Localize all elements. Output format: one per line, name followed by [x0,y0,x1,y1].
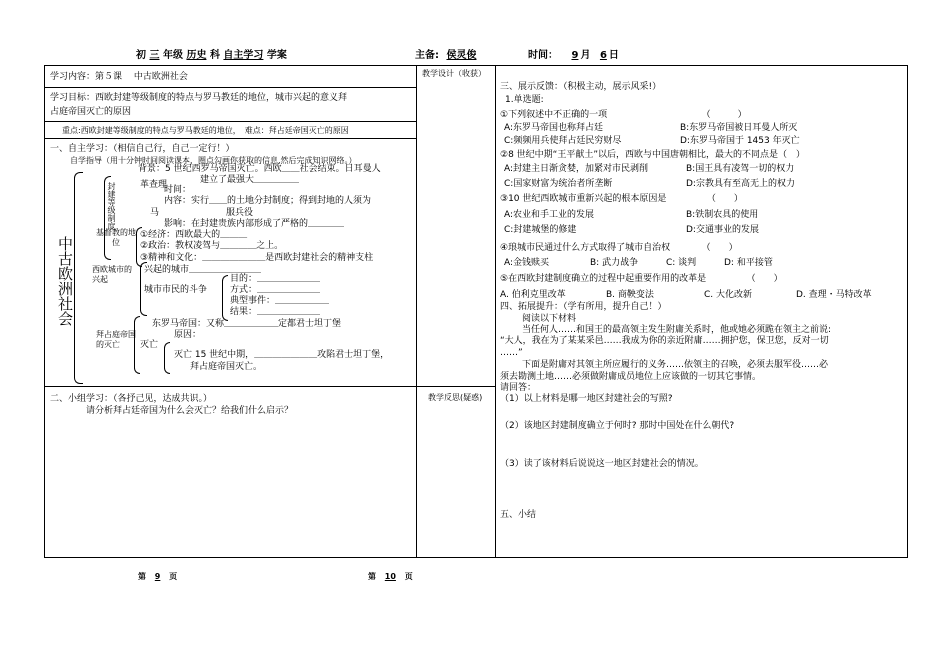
q4-option-d: D: 和平接管 [724,258,773,268]
material-p1-line1: 当任何人……和国王的最高领主发生附庸关系时，他或她必须跪在领主之前说: [522,325,832,335]
item-d1: 东罗马帝国：又称＿＿＿＿＿＿定都君士坦丁堡 [152,319,342,329]
time-label: 时间： [528,50,558,61]
q5-option-a: A. 伯利克里改革 [500,290,566,300]
row-rule [44,87,416,88]
item-a3: 时间： [164,185,192,195]
question-2: ②8 世纪中期“王平献土”以后，西欧与中国唐朝相比，最大的不同点是（ ） [500,150,805,160]
doc-title: 自主学习 [223,50,264,61]
group-study-question: 请分析拜占廷帝国为什么会灭亡？给我们什么启示？ [86,406,294,416]
q3-option-b: B:铁制农具的使用 [686,210,759,220]
q4-option-b: B: 武力战争 [590,258,639,268]
page-left-value: 9 [154,572,161,581]
item-c1: 兴起的城市＿＿＿＿＿＿＿＿ [144,265,262,275]
material-p1-line2: “大人，我在为了某某采邑……我成为你的亲近附庸……拥护您，保卫您，反对一切 [500,336,829,346]
item-d4: 灭亡 15 世纪中期，＿＿＿＿＿＿＿攻陷君士坦丁堡， [174,350,390,360]
sub-question-2: （2）该地区封建制度确立于何时? 那时中国处在什么朝代? [500,421,735,431]
item-b1: ①经济：西欧最大的＿＿＿ [140,230,248,240]
learning-content: 学习内容：第５课 中古欧洲社会 [50,72,188,82]
host-name: 侯灵俊 [446,50,477,61]
q1-option-c: C:频频用兵使拜占廷民穷财尽 [504,136,622,146]
item-d5: 拜占庭帝国灭亡。 [190,362,263,372]
branch1b-label: 基督教的地位 [96,228,136,247]
subject-value: 历史 [186,50,207,61]
host-block [415,50,490,62]
column-divider-left [416,65,417,558]
row-rule [44,386,495,387]
day-unit: 日 [608,50,619,61]
mind-map-root: 中古欧洲社会 [56,236,74,326]
q4-option-a: A:金钱赎买 [504,258,550,268]
date-block [528,50,619,62]
group-study-title: 二、小组学习：（各抒己见，达成共识。） [50,394,213,404]
row-rule [44,138,416,139]
q5-option-d: D. 查理・马特改革 [796,290,872,300]
sub-question-3: （3）读了该材料后说说这一地区封建社会的情况。 [500,459,704,469]
section4-title: 四、拓展提升：（学有所用，提升自己！） [500,302,667,312]
header-title-line [136,50,287,62]
doc-title-suffix: 学案 [266,50,287,61]
key-points: 重点:西欧封建等级制度的特点与罗马教廷的地位， 难点：拜占廷帝国灭亡的原因 [62,126,349,135]
item-b2: ②政治：教权凌驾与＿＿＿＿之上。 [140,241,284,251]
row-rule [44,121,416,122]
mc-title: 1.单选题: [505,95,544,105]
item-c6: 结果：＿＿＿＿＿＿＿ [230,307,321,317]
grade-value: 三 [149,50,160,61]
item-a1: 背景：5 世纪西罗马帝国灭亡。西欧＿＿社会结束。日耳曼人 [138,164,381,174]
host-label: 主备: [415,50,439,61]
q5-option-c: C. 大化改新 [704,290,753,300]
branch1-label: 封建等级制度 [107,182,116,230]
page-right-prefix: 第 [368,572,376,581]
item-d2: 原因： [174,330,202,340]
day-value: 6 [599,50,607,61]
teaching-reflection-label: 教学反思(疑惑) [428,393,483,402]
page-number-right [368,572,413,582]
root-brace [74,172,83,384]
branch3-label: 拜占庭帝国的灭亡 [96,330,136,349]
column-divider-right [495,65,496,558]
section5-title: 五、小结 [500,510,537,520]
learning-goal-line2: 占庭帝国灭亡的原因 [50,107,132,117]
page-left-suffix: 页 [169,572,178,581]
item-a4: 内容：实行＿＿的土地分封制度；得到封地的人须为 [164,196,372,206]
learning-goal-line1: 学习目标：西欧封建等级制度的特点与罗马教廷的地位，城市兴起的意义拜 [50,93,348,103]
teaching-design-label: 教学设计（收获） [422,69,486,78]
branch2-label: 西欧城市的兴起 [92,265,132,284]
item-b3: ③精神和文化：＿＿＿＿＿＿＿是西欧封建社会的精神支柱 [140,253,374,263]
item-a6: 影响：在封建贵族内部形成了严格的＿＿＿＿ [164,219,345,229]
q1-option-b: B:东罗马帝国被日耳曼人所灭 [680,123,798,133]
month-unit: 月 [580,50,591,61]
q2-option-d: D:宗教具有至高无上的权力 [686,179,795,189]
material-p2-line2: 须去勘测土地……必须做附庸成员地位上应该做的一切其它事情。 [500,372,762,382]
q5-option-b: B. 商鞅变法 [606,290,654,300]
material-p2-line1: 下面是附庸对其领主所应履行的义务……依领主的召唤，必须去服军役……必 [522,360,829,370]
subject-suffix: 科 [209,50,220,61]
grade-suffix: 年级 [162,50,183,61]
self-study-title: 一、自主学习：（相信自己行，自己一定行！） [50,144,235,154]
mind-map [52,164,408,382]
item-c3: 目的：＿＿＿＿＿＿＿ [230,274,321,284]
item-a5: 服兵役 [226,208,254,218]
month-value: 9 [571,50,579,61]
question-3: ③10 世纪西欧城市重新兴起的根本原因是 （ ） [500,194,743,204]
q2-option-b: B:国王具有凌驾一切的权力 [686,164,795,174]
item-d3: 灭亡 [140,340,159,350]
q3-option-d: D:交通事业的发展 [686,225,759,235]
q3-option-a: A:农业和手工业的发展 [504,210,595,220]
item-c2: 城市市民的斗争 [144,285,208,295]
page-left-prefix: 第 [138,572,146,581]
page-number-left [138,572,177,582]
q1-option-d: D:东罗马帝国于 1453 年灭亡 [680,136,800,146]
section3-title: 三、展示反馈：（积极主动，展示风采!） [500,82,662,92]
q4-option-c: C: 谈判 [666,258,697,268]
grade-prefix: 初 [136,50,146,61]
cat2: 马 [150,208,160,218]
answer-prompt: 请回答： [500,383,537,393]
self-study-guide: 自学指导（用十分钟时间阅读课本，圈点勾画你获取的信息,然后完成知识网络。） [70,156,357,165]
cat1: 革查理 [140,180,168,190]
item-c4: 方式：＿＿＿＿＿＿＿ [230,285,321,295]
q1-option-a: A:东罗马帝国也称拜占廷 [504,123,604,133]
q2-option-c: C:国家财富为统治者所垄断 [504,179,613,189]
sub-question-1: （1）以上材料是哪一地区封建社会的写照? [500,394,673,404]
item-a2: 建立了最强大＿＿＿＿＿ [200,175,300,185]
branch3b-brace [164,342,170,374]
material-intro: 阅读以下材料 [522,314,577,324]
question-1: ①下列叙述中不正确的一项 （ ） [500,110,747,120]
item-c5: 典型事件：＿＿＿＿＿＿ [230,296,330,306]
page-right-suffix: 页 [404,572,413,581]
question-4: ④琅城市民通过什么方式取得了城市自治权 （ ） [500,243,738,253]
q3-option-c: C:封建城堡的修建 [504,225,577,235]
page-right-value: 10 [384,572,396,581]
branch2b-brace [222,275,228,321]
material-p1-line3: ……” [500,348,523,358]
question-5: ⑤在西欧封建制度确立的过程中起重要作用的改革是 （ ） [500,274,783,284]
q2-option-a: A:封建主日渐贪婪，加紧对市民剥削 [504,164,649,174]
